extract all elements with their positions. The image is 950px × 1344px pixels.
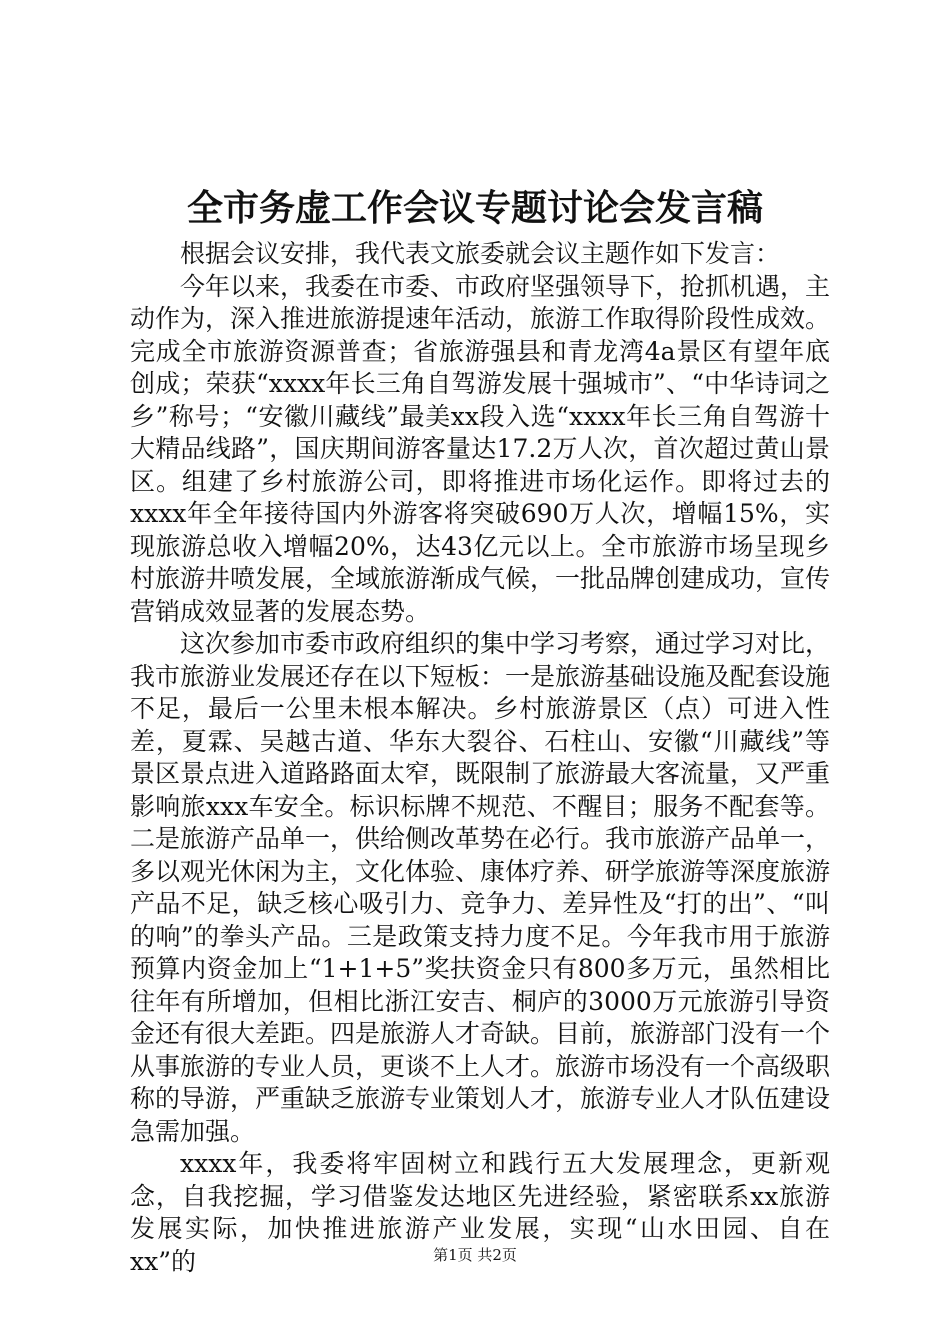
- paragraph-intro: 根据会议安排，我代表文旅委就会议主题作如下发言：: [180, 239, 781, 268]
- paragraph-plans: xxxx年，我委将牢固树立和践行五大发展理念，更新观念，自我挖掘，学习借鉴发达地区先进经验，紧密联系xx旅游发展实际，加快推进旅游产业发展，实现“山水田园、自在xx”的: [130, 1149, 830, 1276]
- paragraph-shortcomings: 这次参加市委市政府组织的集中学习考察，通过学习对比，我市旅游业发展还存在以下短板：一是旅游基础设施及配套设施不足，最后一公里未根本解决。乡村旅游景区（点）可进入性差，夏霖、吴越古道、华东大裂谷、石柱山、安徽“川藏线”等景区景点进入道路路面太窄，既限制了旅游最大客流量，又严重影响旅xxx车安全。标识标牌不规范、不醒目；服务不配套等。二是旅游产品单一，供给侧改革势在必行。我市旅游产品单一，多以观光休闲为主，文化体验、康体疗养、研学旅游等深度旅游产品不足，缺乏核心吸引力、竞争力、差异性及“打的出”、“叫的响”的拳头产品。三是政策支持力度不足。今年我市用于旅游预算内资金加上“1+1+5”奖扶资金只有800多万元，虽然相比往年有所增加，但相比浙江安吉、桐庐的3000万元旅游引导资金还有很大差距。四是旅游人才奇缺。目前，旅游部门没有一个从事旅游的专业人员，更谈不上人才。旅游市场没有一个高级职称的导游，严重缺乏旅游专业策划人才，旅游专业人才队伍建设急需加强。: [130, 629, 831, 1146]
- paragraph-achievements: 今年以来，我委在市委、市政府坚强领导下，抢抓机遇，主动作为，深入推进旅游提速年活动，旅游工作取得阶段性成效。完成全市旅游资源普查；省旅游强县和青龙湾4a景区有望年底创成；荣获“xxxx年长三角自驾游发展十强城市”、“中华诗词之乡”称号；“安徽川藏线”最美xx段入选“xxxx年长三角自驾游十大精品线路”，国庆期间游客量达17.2万人次，首次超过黄山景区。组建了乡村旅游公司，即将推进市场化运作。即将过去的xxxx年全年接待国内外游客将突破690万人次，增幅15%，实现旅游总收入增幅20%，达43亿元以上。全市旅游市场呈现乡村旅游井喷发展，全域旅游渐成气候，一批品牌创建成功，宣传营销成效显著的发展态势。: [130, 271, 831, 626]
- page-title: 全市务虚工作会议专题讨论会发言稿: [186, 187, 763, 229]
- document-body: [130, 238, 830, 1278]
- page-number-footer: 第1页 共2页: [433, 1246, 517, 1264]
